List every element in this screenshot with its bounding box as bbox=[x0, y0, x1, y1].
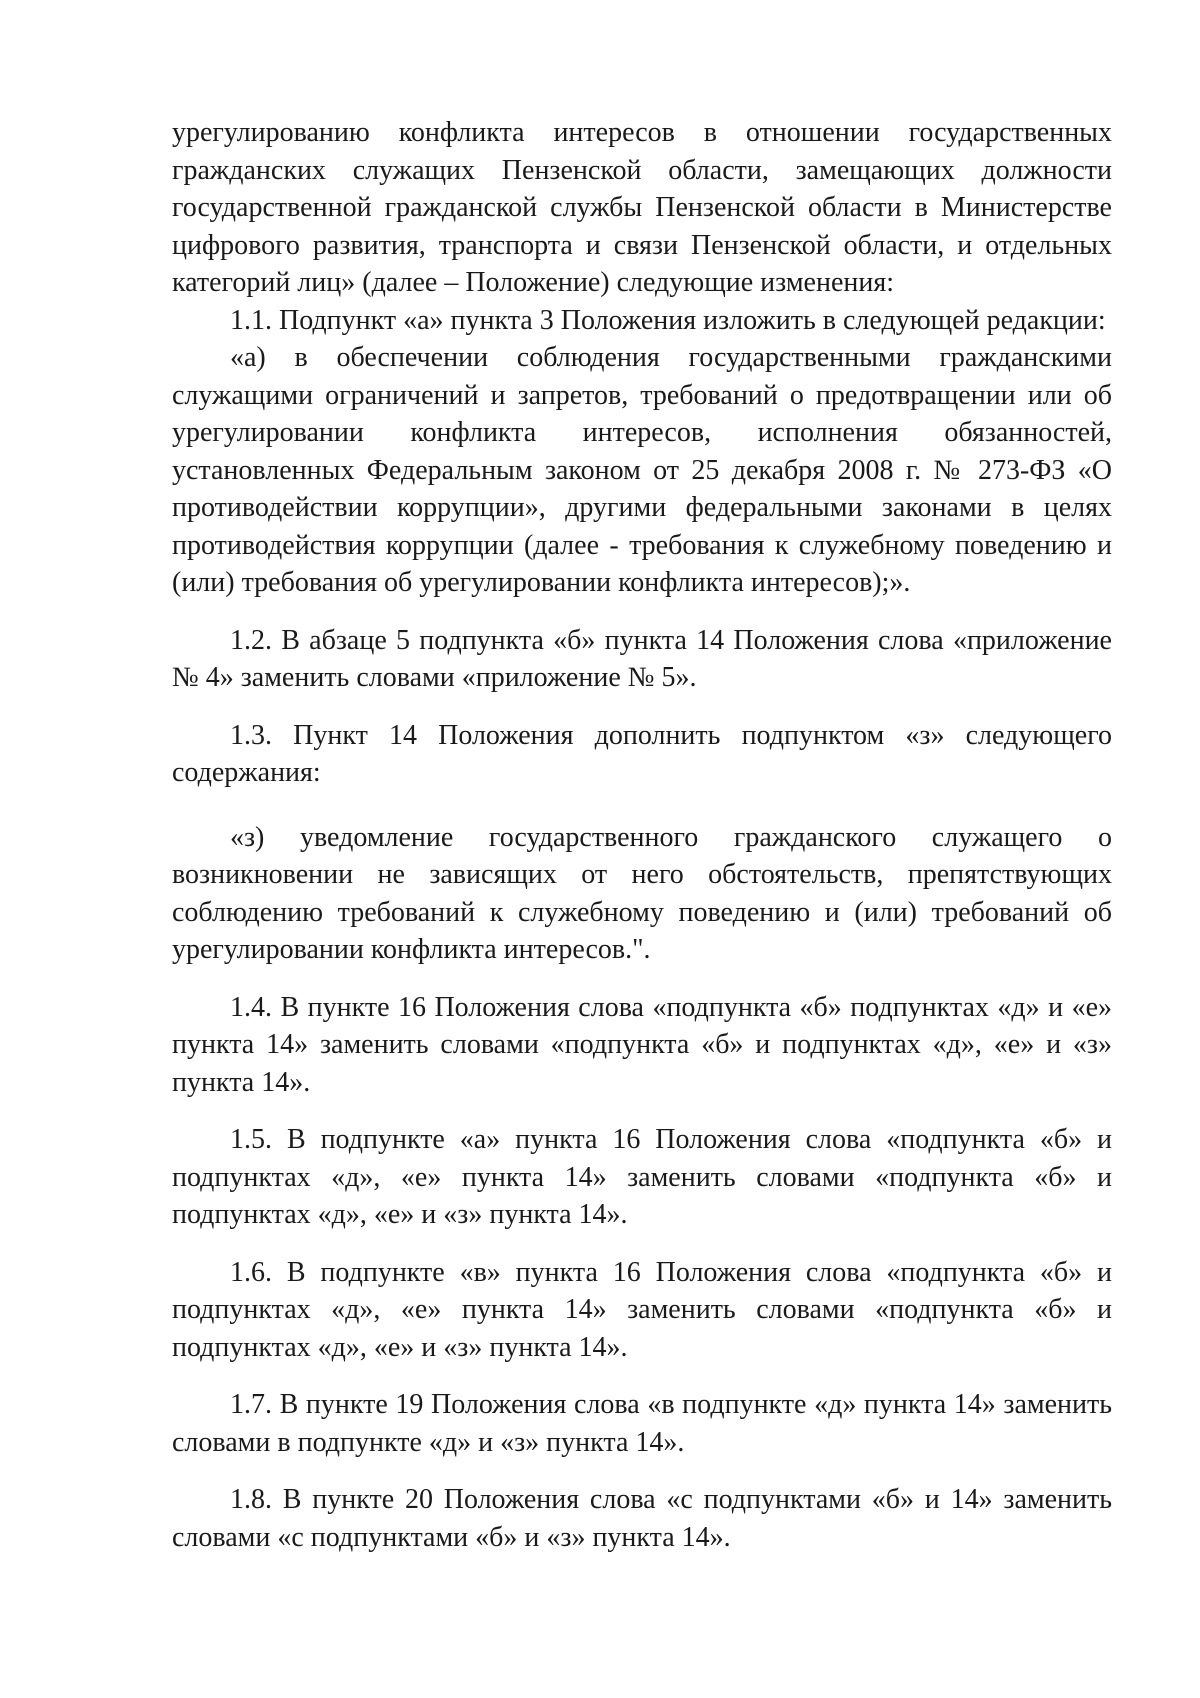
paragraph-1-7: 1.7. В пункте 19 Положения слова «в подпункте «д» пункта 14» заменить словами в подпункте «д» и «з» пункта 14». bbox=[172, 1389, 1112, 1458]
paragraph-1-8: 1.8. В пункте 20 Положения слова «с подпунктами «б» и 14» заменить словами «с подпунктами «б» и «з» пункта 14». bbox=[172, 1484, 1112, 1553]
paragraph-1-1: 1.1. Подпункт «а» пункта 3 Положения изложить в следующей редакции: bbox=[230, 304, 1106, 336]
paragraph-1-6: 1.6. В подпункте «в» пункта 16 Положения слова «подпункта «б» и подпунктах «д», «е» пункта 14» заменить словами «подпункта «б» и подпунктах «д», «е» и «з» пункта 14». bbox=[172, 1256, 1112, 1363]
paragraph-1-5: 1.5. В подпункте «а» пункта 16 Положения слова «подпункта «б» и подпунктах «д», «е» пункта 14» заменить словами «подпункта «б» и подпунктах «д», «е» и «з» пункта 14». bbox=[172, 1124, 1112, 1230]
paragraph-intro-continuation: урегулированию конфликта интересов в отношении государственных гражданских служащих Пензенской области, замещающих должности государственной гражданской службы Пензенской области в Министерстве цифрового развития, транспорта и связи Пензенской области, и отдельных категорий лиц» (далее – Положение) следующие изменения: bbox=[172, 117, 1112, 298]
paragraph-1-3-quote: «з) уведомление государственного гражданского служащего о возникновении не зависящих от него обстоятельств, препятствующих соблюдению требований к служебному поведению и (или) требований об урегулировании конфликта интересов.". bbox=[172, 821, 1112, 965]
paragraph-1-2: 1.2. В абзаце 5 подпункта «б» пункта 14 Положения слова «приложение № 4» заменить словами «приложение № 5». bbox=[172, 624, 1112, 693]
paragraph-1-3: 1.3. Пункт 14 Положения дополнить подпунктом «з» следующего содержания: bbox=[172, 719, 1112, 788]
paragraph-1-1-quote: «а) в обеспечении соблюдения государственными гражданскими служащими ограничений и запретов, требований о предотвращении или об урегулировании конфликта интересов, исполнения обязанностей, установленных Федеральным законом от 25 декабря 2008 г. № 273-ФЗ «О противодействии коррупции», другими федеральными законами в целях противодействия коррупции (далее - требования к служебному поведению и (или) требования об урегулировании конфликта интересов);». bbox=[172, 342, 1112, 598]
paragraph-1-4: 1.4. В пункте 16 Положения слова «подпункта «б» подпунктах «д» и «е» пункта 14» заменить словами «подпункта «б» и подпунктах «д», «е» и «з» пункта 14». bbox=[172, 991, 1112, 1098]
document-page bbox=[172, 114, 1112, 1556]
